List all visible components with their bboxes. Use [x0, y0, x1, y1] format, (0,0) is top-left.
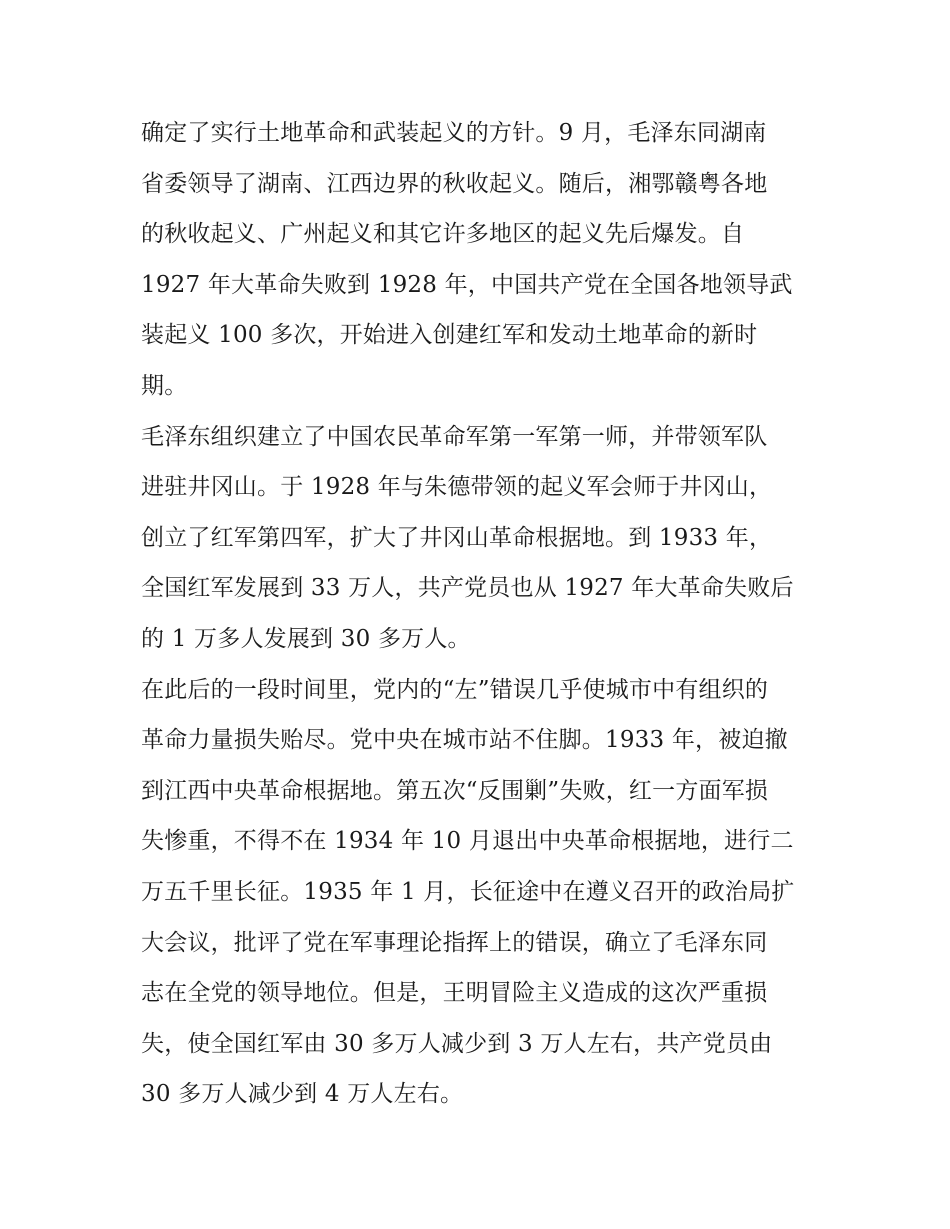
text-line: 毛泽东组织建立了中国农民革命军第一军第一师，并带领军队: [141, 423, 768, 450]
text-line: 失惨重，不得不在 1934 年 10 月退出中央革命根据地，进行二: [141, 828, 794, 855]
text-line: 确定了实行土地革命和武装起义的方针。9 月，毛泽东同湖南: [141, 120, 767, 146]
document-body: [141, 108, 821, 1170]
paragraph-3: [141, 665, 821, 1171]
paragraph-1: [141, 108, 821, 412]
text-line: 在此后的一段时间里，党内的“左”错误几乎使城市中有组织的: [141, 676, 769, 703]
text-line: 进驻井冈山。于 1928 年与朱德带领的起义军会师于井冈山，: [141, 474, 773, 501]
text-line: 创立了红军第四军，扩大了井冈山革命根据地。到 1933 年，: [141, 524, 773, 551]
text-line: 的秋收起义、广州起义和其它许多地区的起义先后爆发。自: [141, 221, 745, 248]
paragraph-2: [141, 412, 821, 665]
text-line: 万五千里长征。1935 年 1 月，长征途中在遵义召开的政治局扩: [141, 878, 795, 905]
text-line: [141, 1120, 821, 1171]
text-line: 失，使全国红军由 30 多万人减少到 3 万人左右，共产党员由: [141, 1030, 773, 1057]
text-line: 大会议，批评了党在军事理论指挥上的错误，确立了毛泽东同: [141, 929, 768, 956]
text-line: 全国红军发展到 33 万人，共产党员也从 1927 年大革命失败后: [141, 575, 794, 602]
text-line: 到江西中央革命根据地。第五次“反围剿”失败，红一方面军损: [141, 777, 769, 804]
text-line: 期。: [141, 372, 188, 399]
text-line: 30 多万人减少到 4 万人左右。: [141, 1081, 464, 1108]
text-line: 装起义 100 多次，开始进入创建红军和发动土地革命的新时: [141, 322, 758, 349]
text-line: 的 1 万多人发展到 30 多万人。: [141, 625, 471, 652]
text-line: 志在全党的领导地位。但是，王明冒险主义造成的这次严重损: [141, 980, 768, 1007]
text-line: 革命力量损失贻尽。党中央在城市站不住脚。1933 年，被迫撤: [141, 727, 788, 754]
text-line: 1927 年大革命失败到 1928 年，中国共产党在全国各地领导武: [141, 271, 793, 298]
text-line: 省委领导了湖南、江西边界的秋收起义。随后，湘鄂赣粤各地: [141, 170, 768, 197]
